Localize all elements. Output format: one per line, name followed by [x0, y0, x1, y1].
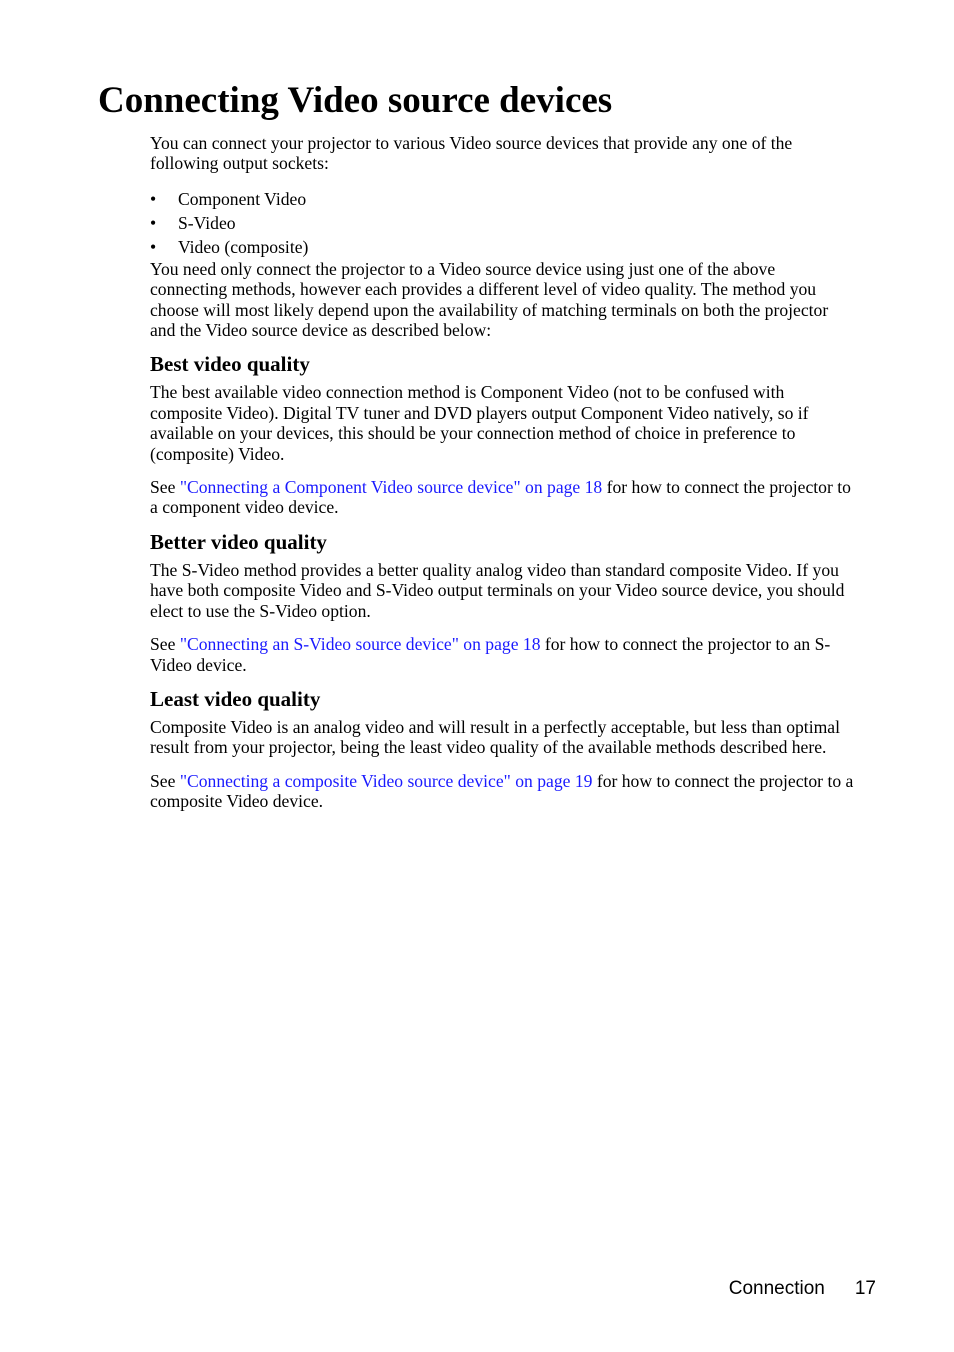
- see-prefix: See: [150, 477, 180, 498]
- section-heading-best: Best video quality: [150, 352, 310, 377]
- see-paragraph-least: [150, 771, 856, 812]
- section-body-better: The S-Video method provides a better quality analog video than standard composite Video. If you have both composite Video and S-Video output terminals on your Video source device, you should elect to use the S-Video option.: [150, 559, 845, 621]
- bullet-icon: •: [150, 236, 157, 257]
- bullet-icon: •: [150, 212, 157, 233]
- bullet-icon: •: [150, 188, 157, 209]
- output-sockets-list: [150, 187, 856, 259]
- composite-video-link[interactable]: "Connecting a composite Video source device" on page 19: [179, 770, 593, 791]
- see-prefix: See: [150, 634, 180, 655]
- description-paragraph: You need only connect the projector to a Video source device using just one of the above connecting methods, however each provides a different level of video quality. The method you choose will most likely depend upon the availability of matching terminals on both the projector and the Video source device as described below:: [150, 258, 829, 341]
- page-title: Connecting Video source devices: [98, 80, 613, 121]
- main-content: [150, 133, 856, 812]
- section-heading-better: Better video quality: [150, 529, 327, 554]
- see-suffix: for how to connect the projector to a component video device.: [150, 477, 851, 518]
- list-item-label: S-Video: [178, 212, 236, 233]
- component-video-link[interactable]: "Connecting a Component Video source device" on page 18: [179, 477, 603, 498]
- footer-section-name: Connection: [728, 1278, 825, 1299]
- see-suffix: for how to connect the projector to an S-Video device.: [150, 634, 831, 675]
- see-suffix: for how to connect the projector to a composite Video device.: [150, 770, 854, 812]
- s-video-link[interactable]: "Connecting an S-Video source device" on page 18: [179, 634, 541, 655]
- list-item-label: Component Video: [178, 188, 307, 209]
- list-item: [150, 211, 856, 235]
- page-number: 17: [854, 1278, 876, 1299]
- see-prefix: See: [150, 770, 180, 791]
- list-item-label: Video (composite): [178, 236, 309, 257]
- see-paragraph-best: [150, 477, 856, 518]
- page-footer: [729, 1277, 876, 1301]
- see-paragraph-better: [150, 634, 856, 675]
- section-heading-least: Least video quality: [150, 686, 321, 711]
- list-item: [150, 235, 856, 259]
- list-item: [150, 187, 856, 211]
- intro-paragraph: You can connect your projector to various Video source devices that provide any one of the following output sockets:: [150, 133, 793, 174]
- section-body-best: The best available video connection method is Component Video (not to be confused with composite Video). Digital TV tuner and DVD players output Component Video natively, so if available on your devices, this should be your connection method of choice in preference to (composite) Video.: [150, 382, 809, 464]
- section-body-least: Composite Video is an analog video and will result in a perfectly acceptable, but less than optimal result from your projector, being the least video quality of the available methods described here.: [150, 716, 840, 758]
